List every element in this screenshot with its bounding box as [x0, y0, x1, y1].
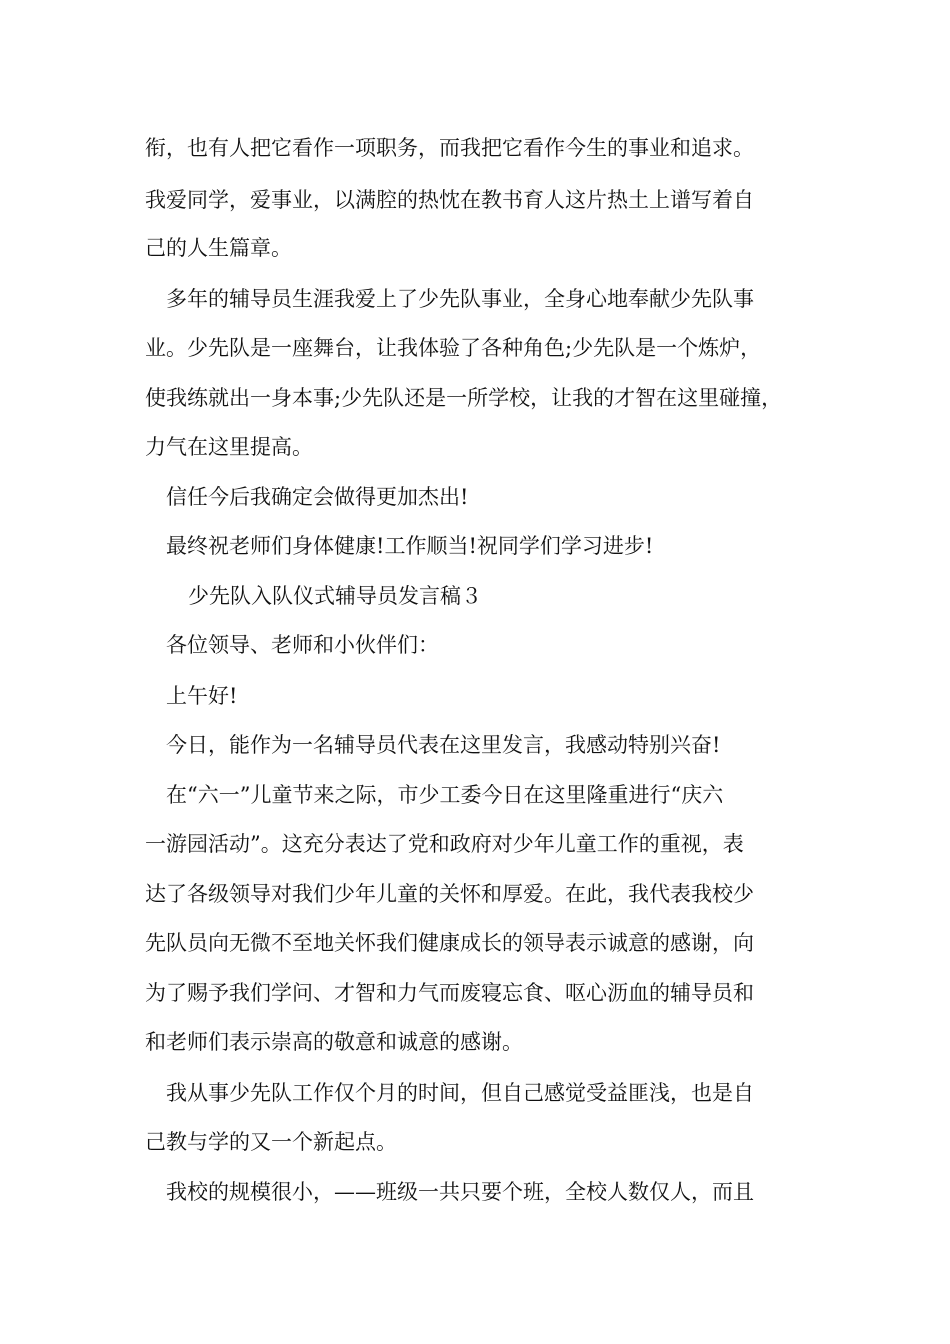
text-line: 为了赐予我们学问、才智和力气而废寝忘食、呕心沥血的辅导员和	[145, 981, 754, 1005]
text-line: 业。少先队是一座舞台，让我体验了各种角色;少先队是一个炼炉，	[145, 336, 762, 360]
text-line: 先队员向无微不至地关怀我们健康成长的领导表示诚意的感谢，向	[145, 931, 754, 955]
text-line: 达了各级领导对我们少年儿童的关怀和厚爱。在此，我代表我校少	[145, 882, 754, 906]
text-line: 一游园活动”。这充分表达了党和政府对少年儿童工作的重视，表	[145, 832, 744, 856]
section-heading: 少先队入队仪式辅导员发言稿３	[188, 584, 482, 608]
text-line: 我爱同学，爱事业，以满腔的热忱在教书育人这片热土上谱写着自	[145, 188, 754, 212]
text-line: 己教与学的又一个新起点。	[145, 1130, 397, 1154]
text-line: 多年的辅导员生涯我爱上了少先队事业，全身心地奉献少先队事	[166, 287, 754, 311]
text-line: 衔，也有人把它看作一项职务，而我把它看作今生的事业和追求。	[145, 136, 754, 160]
text-line: 力气在这里提高。	[145, 435, 313, 459]
text-line: 最终祝老师们身体健康!工作顺当!祝同学们学习进步!	[166, 534, 654, 558]
text-line: 今日，能作为一名辅导员代表在这里发言，我感动特别兴奋!	[166, 733, 721, 757]
text-line: 我从事少先队工作仅个月的时间，但自己感觉受益匪浅，也是自	[166, 1081, 754, 1105]
text-line: 和老师们表示崇高的敬意和诚意的感谢。	[145, 1030, 523, 1054]
text-line: 信任今后我确定会做得更加杰出!	[166, 485, 469, 509]
text-line: 使我练就出一身本事;少先队还是一所学校，让我的才智在这里碰撞，	[145, 386, 783, 410]
text-line: 各位领导、老师和小伙伴们：	[166, 633, 439, 657]
text-line: 在“六一”儿童节来之际，市少工委今日在这里隆重进行“庆六	[166, 783, 724, 807]
text-line: 我校的规模很小，——班级一共只要个班，全校人数仅人，而且	[166, 1180, 754, 1204]
text-line: 己的人生篇章。	[145, 236, 292, 260]
text-line: 上午好!	[166, 684, 238, 708]
